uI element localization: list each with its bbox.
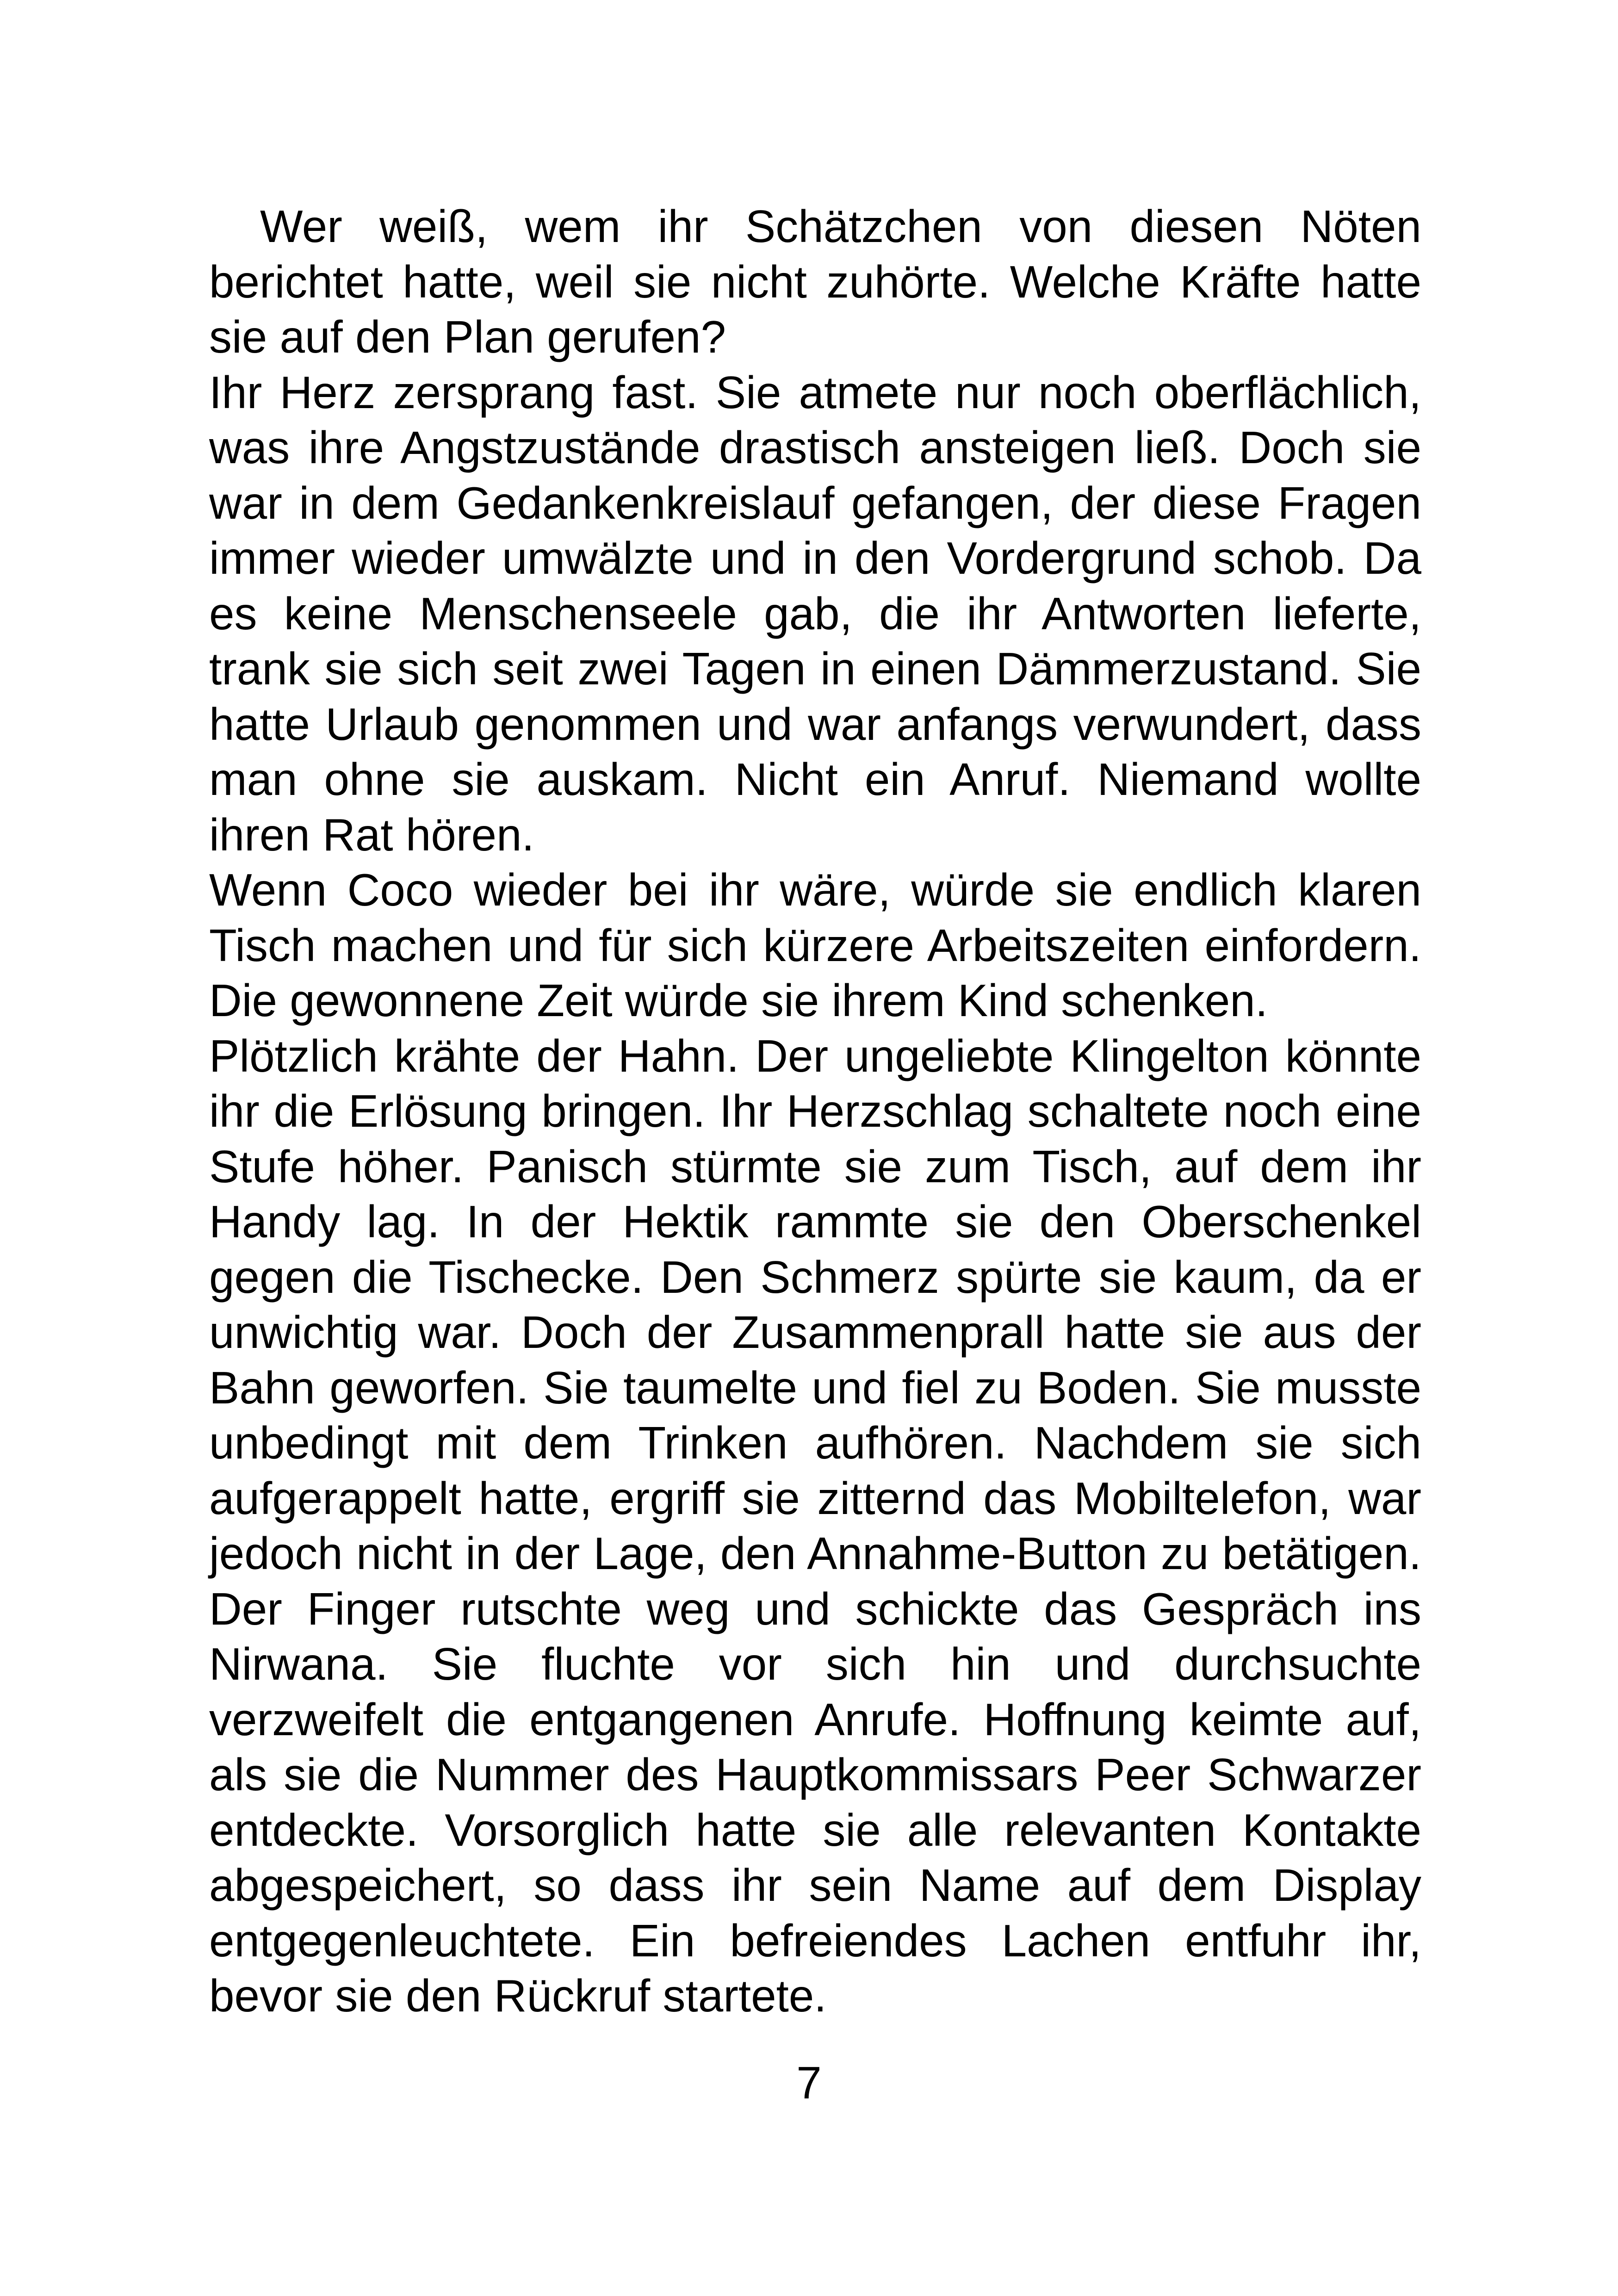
page-number: 7 (796, 2057, 822, 2108)
paragraph-4: Plötzlich krähte der Hahn. Der ungeliebte Klingelton könnte ihr die Erlösung bringen. Ihr Herzschlag schaltete noch eine Stufe höher. Panisch stürmte sie zum Tisch, auf dem ihr Handy lag. In der Hektik rammte sie den Oberschenkel gegen die Tischecke. Den Schmerz spürte sie kaum, da er unwichtig war. Doch der Zusammenprall hatte sie aus der Bahn geworfen. Sie taumelte und fiel zu Boden. Sie musste unbedingt mit dem Trinken aufhören. Nachdem sie sich aufgerappelt hatte, ergriff sie zitternd das Mobiltelefon, war jedoch nicht in der Lage, den Annahme-Button zu betätigen. Der Finger rutschte weg und schickte das Gespräch ins Nirwana. Sie fluchte vor sich hin und durchsuchte verzweifelt die entgangenen Anrufe. Hoffnung keimte auf, als sie die Nummer des Hauptkommissars Peer Schwarzer entdeckte. Vorsorglich hatte sie alle relevanten Kontakte abgespeichert, so dass ihr sein Name auf dem Display entgegenleuchtete. Ein befreiendes Lachen entfuhr ihr, bevor sie den Rückruf startete. (209, 1030, 1421, 2021)
paragraph-2: Ihr Herz zersprang fast. Sie atmete nur noch oberflächlich, was ihre Angstzustände drastisch ansteigen ließ. Doch sie war in dem Gedankenkreislauf gefangen, der diese Fragen immer wieder umwälzte und in den Vordergrund schob. Da es keine Menschenseele gab, die ihr Antworten lieferte, trank sie sich seit zwei Tagen in einen Dämmerzustand. Sie hatte Urlaub genommen und war anfangs verwundert, dass man ohne sie auskam. Nicht ein Anruf. Niemand wollte ihren Rat hören. (209, 366, 1421, 860)
page-body (209, 199, 1421, 2024)
paragraph-1: Wer weiß, wem ihr Schätzchen von diesen Nöten berichtet hatte, weil sie nicht zuhörte. Welche Kräfte hatte sie auf den Plan gerufen? (209, 201, 1421, 362)
paragraph-3: Wenn Coco wieder bei ihr wäre, würde sie endlich klaren Tisch machen und für sich kürzere Arbeitszeiten einfordern. Die gewonnene Zeit würde sie ihrem Kind schenken. (209, 864, 1421, 1026)
